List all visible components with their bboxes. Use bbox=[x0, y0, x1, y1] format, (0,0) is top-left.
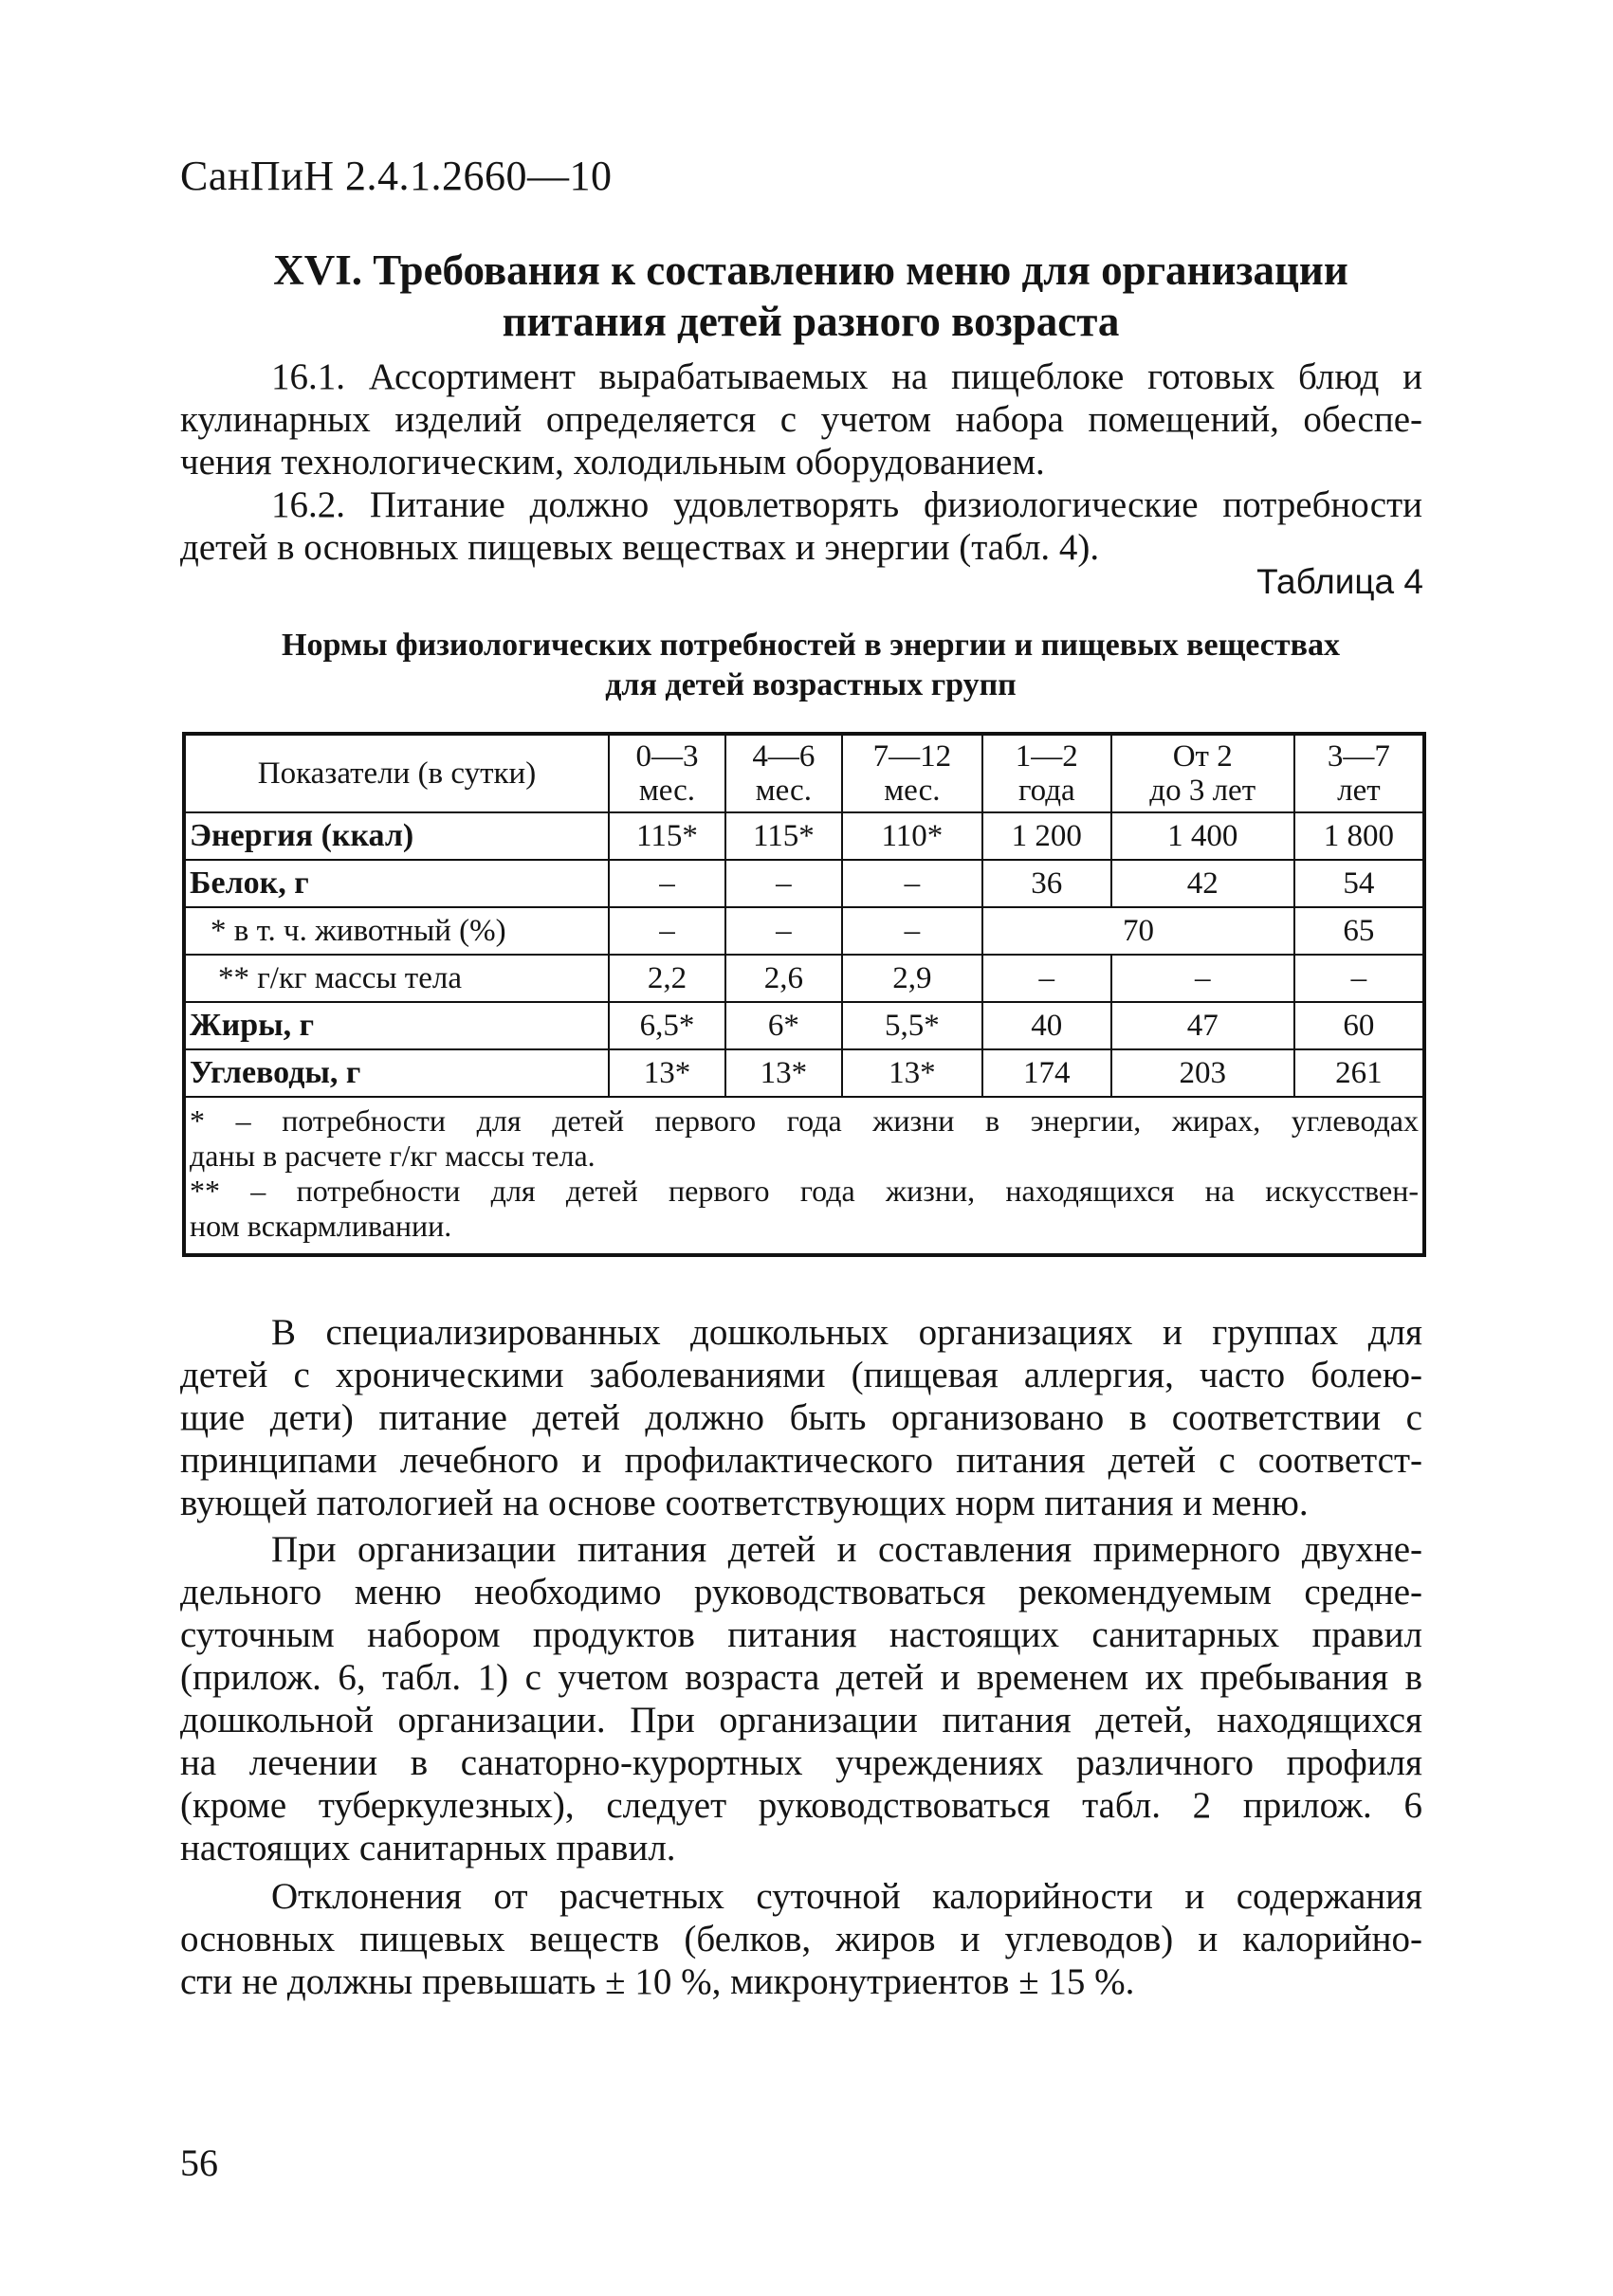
table-cell: 13* bbox=[609, 1049, 725, 1097]
text-line: кулинарных изделий определяется с учетом набора помещений, обеспе- bbox=[180, 399, 1422, 440]
table-cell: 115* bbox=[609, 812, 725, 860]
table-cell: 1 200 bbox=[982, 812, 1111, 860]
text-line: При организации питания детей и составления примерного двухне- bbox=[271, 1529, 1422, 1570]
text-line: щие дети) питание детей должно быть организовано в соответствии с bbox=[180, 1397, 1422, 1438]
table-label: Таблица 4 bbox=[1256, 562, 1423, 601]
header-age-2-3: От 2 до 3 лет bbox=[1111, 734, 1294, 812]
table-cell: 1 400 bbox=[1111, 812, 1294, 860]
table-cell: 13* bbox=[842, 1049, 982, 1097]
table-row-fat bbox=[184, 1002, 1424, 1049]
table-cell: – bbox=[725, 860, 842, 907]
footnote-line: * – потребности для детей первого года жизни в энергии, жирах, углеводах bbox=[190, 1103, 1419, 1138]
header-age-4-6: 4—6 мес. bbox=[725, 734, 842, 812]
text-line: (кроме туберкулезных), следует руководствоваться табл. 2 прилож. 6 bbox=[180, 1785, 1422, 1826]
table-cell: 5,5* bbox=[842, 1002, 982, 1049]
text-line: Отклонения от расчетных суточной калорийности и содержания bbox=[271, 1876, 1422, 1917]
table-cell: 6,5* bbox=[609, 1002, 725, 1049]
table-cell: 54 bbox=[1294, 860, 1424, 907]
footnote-line: даны в расчете г/кг массы тела. bbox=[190, 1139, 596, 1173]
table-title-line: для детей возрастных групп bbox=[605, 667, 1017, 702]
page-number: 56 bbox=[180, 2141, 218, 2184]
header-age-7-12: 7—12 мес. bbox=[842, 734, 982, 812]
table-cell: – bbox=[982, 955, 1111, 1002]
row-label: Энергия (ккал) bbox=[184, 812, 609, 860]
section-title bbox=[180, 245, 1441, 347]
text-line: детей с хроническими заболеваниями (пищевая аллергия, часто болею- bbox=[180, 1355, 1422, 1395]
text-line: принципами лечебного и профилактического питания детей с соответст- bbox=[180, 1440, 1422, 1481]
row-label: * в т. ч. животный (%) bbox=[184, 907, 609, 955]
paragraph-16-2 bbox=[180, 483, 1422, 569]
table-cell: 60 bbox=[1294, 1002, 1424, 1049]
text-line: на лечении в санаторно-курортных учреждениях различного профиля bbox=[180, 1742, 1422, 1783]
text-line: В специализированных дошкольных организациях и группах для bbox=[271, 1312, 1422, 1353]
table-cell: – bbox=[842, 860, 982, 907]
table-cell: 47 bbox=[1111, 1002, 1294, 1049]
header-age-0-3: 0—3 мес. bbox=[609, 734, 725, 812]
section-title-line: питания детей разного возраста bbox=[502, 298, 1120, 345]
header-age-1-2: 1—2 года bbox=[982, 734, 1111, 812]
table-footnotes bbox=[184, 1097, 1424, 1255]
row-label: ** г/кг массы тела bbox=[184, 955, 609, 1002]
table-cell: – bbox=[725, 907, 842, 955]
table-header-row bbox=[184, 734, 1424, 812]
table-row-protein-per-kg bbox=[184, 955, 1424, 1002]
table-row-energy bbox=[184, 812, 1424, 860]
text-line: сти не должны превышать ± 10 %, микронутриентов ± 15 %. bbox=[180, 1961, 1135, 2002]
text-line: настоящих санитарных правил. bbox=[180, 1828, 676, 1868]
text-line: суточным набором продуктов питания настоящих санитарных правил bbox=[180, 1614, 1422, 1655]
table-cell: 40 bbox=[982, 1002, 1111, 1049]
table-cell: 115* bbox=[725, 812, 842, 860]
table-notes-row bbox=[184, 1097, 1424, 1255]
paragraph-16-1 bbox=[180, 355, 1422, 483]
text-line: дельного меню необходимо руководствоваться рекомендуемым средне- bbox=[180, 1572, 1422, 1613]
table-cell: 13* bbox=[725, 1049, 842, 1097]
table-cell: 2,9 bbox=[842, 955, 982, 1002]
footnote-line: ном вскармливании. bbox=[190, 1209, 452, 1243]
header-indicators: Показатели (в сутки) bbox=[184, 734, 609, 812]
text-line: чения технологическим, холодильным оборудованием. bbox=[180, 442, 1045, 483]
table-cell: 203 bbox=[1111, 1049, 1294, 1097]
table-cell: 261 bbox=[1294, 1049, 1424, 1097]
header-age-3-7: 3—7 лет bbox=[1294, 734, 1424, 812]
row-label: Белок, г bbox=[184, 860, 609, 907]
table-cell: – bbox=[1111, 955, 1294, 1002]
table-cell: 2,6 bbox=[725, 955, 842, 1002]
text-line: (прилож. 6, табл. 1) с учетом возраста детей и временем их пребывания в bbox=[180, 1657, 1422, 1698]
nutrition-norms-table bbox=[182, 732, 1426, 1257]
table-title-line: Нормы физиологических потребностей в энергии и пищевых веществах bbox=[282, 628, 1340, 663]
table-cell-merged: 70 bbox=[982, 907, 1294, 955]
text-line: 16.1. Ассортимент вырабатываемых на пищеблоке готовых блюд и bbox=[271, 356, 1422, 397]
table-cell: 2,2 bbox=[609, 955, 725, 1002]
section-title-line: XVI. Требования к составлению меню для организации bbox=[273, 246, 1348, 294]
table-cell: – bbox=[609, 907, 725, 955]
table-row-carbs bbox=[184, 1049, 1424, 1097]
paragraph-specialized bbox=[180, 1311, 1422, 1524]
table-cell: 6* bbox=[725, 1002, 842, 1049]
table-row-animal-protein bbox=[184, 907, 1424, 955]
table-cell: 65 bbox=[1294, 907, 1424, 955]
table-cell: – bbox=[1294, 955, 1424, 1002]
table-cell: 36 bbox=[982, 860, 1111, 907]
table-cell: 110* bbox=[842, 812, 982, 860]
table-cell: 1 800 bbox=[1294, 812, 1424, 860]
row-label: Углеводы, г bbox=[184, 1049, 609, 1097]
text-line: вующей патологией на основе соответствующих норм питания и меню. bbox=[180, 1483, 1309, 1523]
table-cell: – bbox=[609, 860, 725, 907]
text-line: основных пищевых веществ (белков, жиров и углеводов) и калорийно- bbox=[180, 1919, 1422, 1959]
paragraph-menu bbox=[180, 1528, 1422, 1869]
text-line: 16.2. Питание должно удовлетворять физиологические потребности bbox=[271, 484, 1422, 525]
table-cell: 174 bbox=[982, 1049, 1111, 1097]
table-cell: 42 bbox=[1111, 860, 1294, 907]
table-row-protein bbox=[184, 860, 1424, 907]
running-header: СанПиН 2.4.1.2660—10 bbox=[180, 153, 613, 199]
text-line: детей в основных пищевых веществах и энергии (табл. 4). bbox=[180, 527, 1100, 568]
table-title bbox=[180, 626, 1441, 705]
text-line: дошкольной организации. При организации питания детей, находящихся bbox=[180, 1700, 1422, 1740]
paragraph-deviation bbox=[180, 1875, 1422, 2003]
footnote-line: ** – потребности для детей первого года жизни, находящихся на искусствен- bbox=[190, 1174, 1419, 1208]
table-cell: – bbox=[842, 907, 982, 955]
row-label: Жиры, г bbox=[184, 1002, 609, 1049]
